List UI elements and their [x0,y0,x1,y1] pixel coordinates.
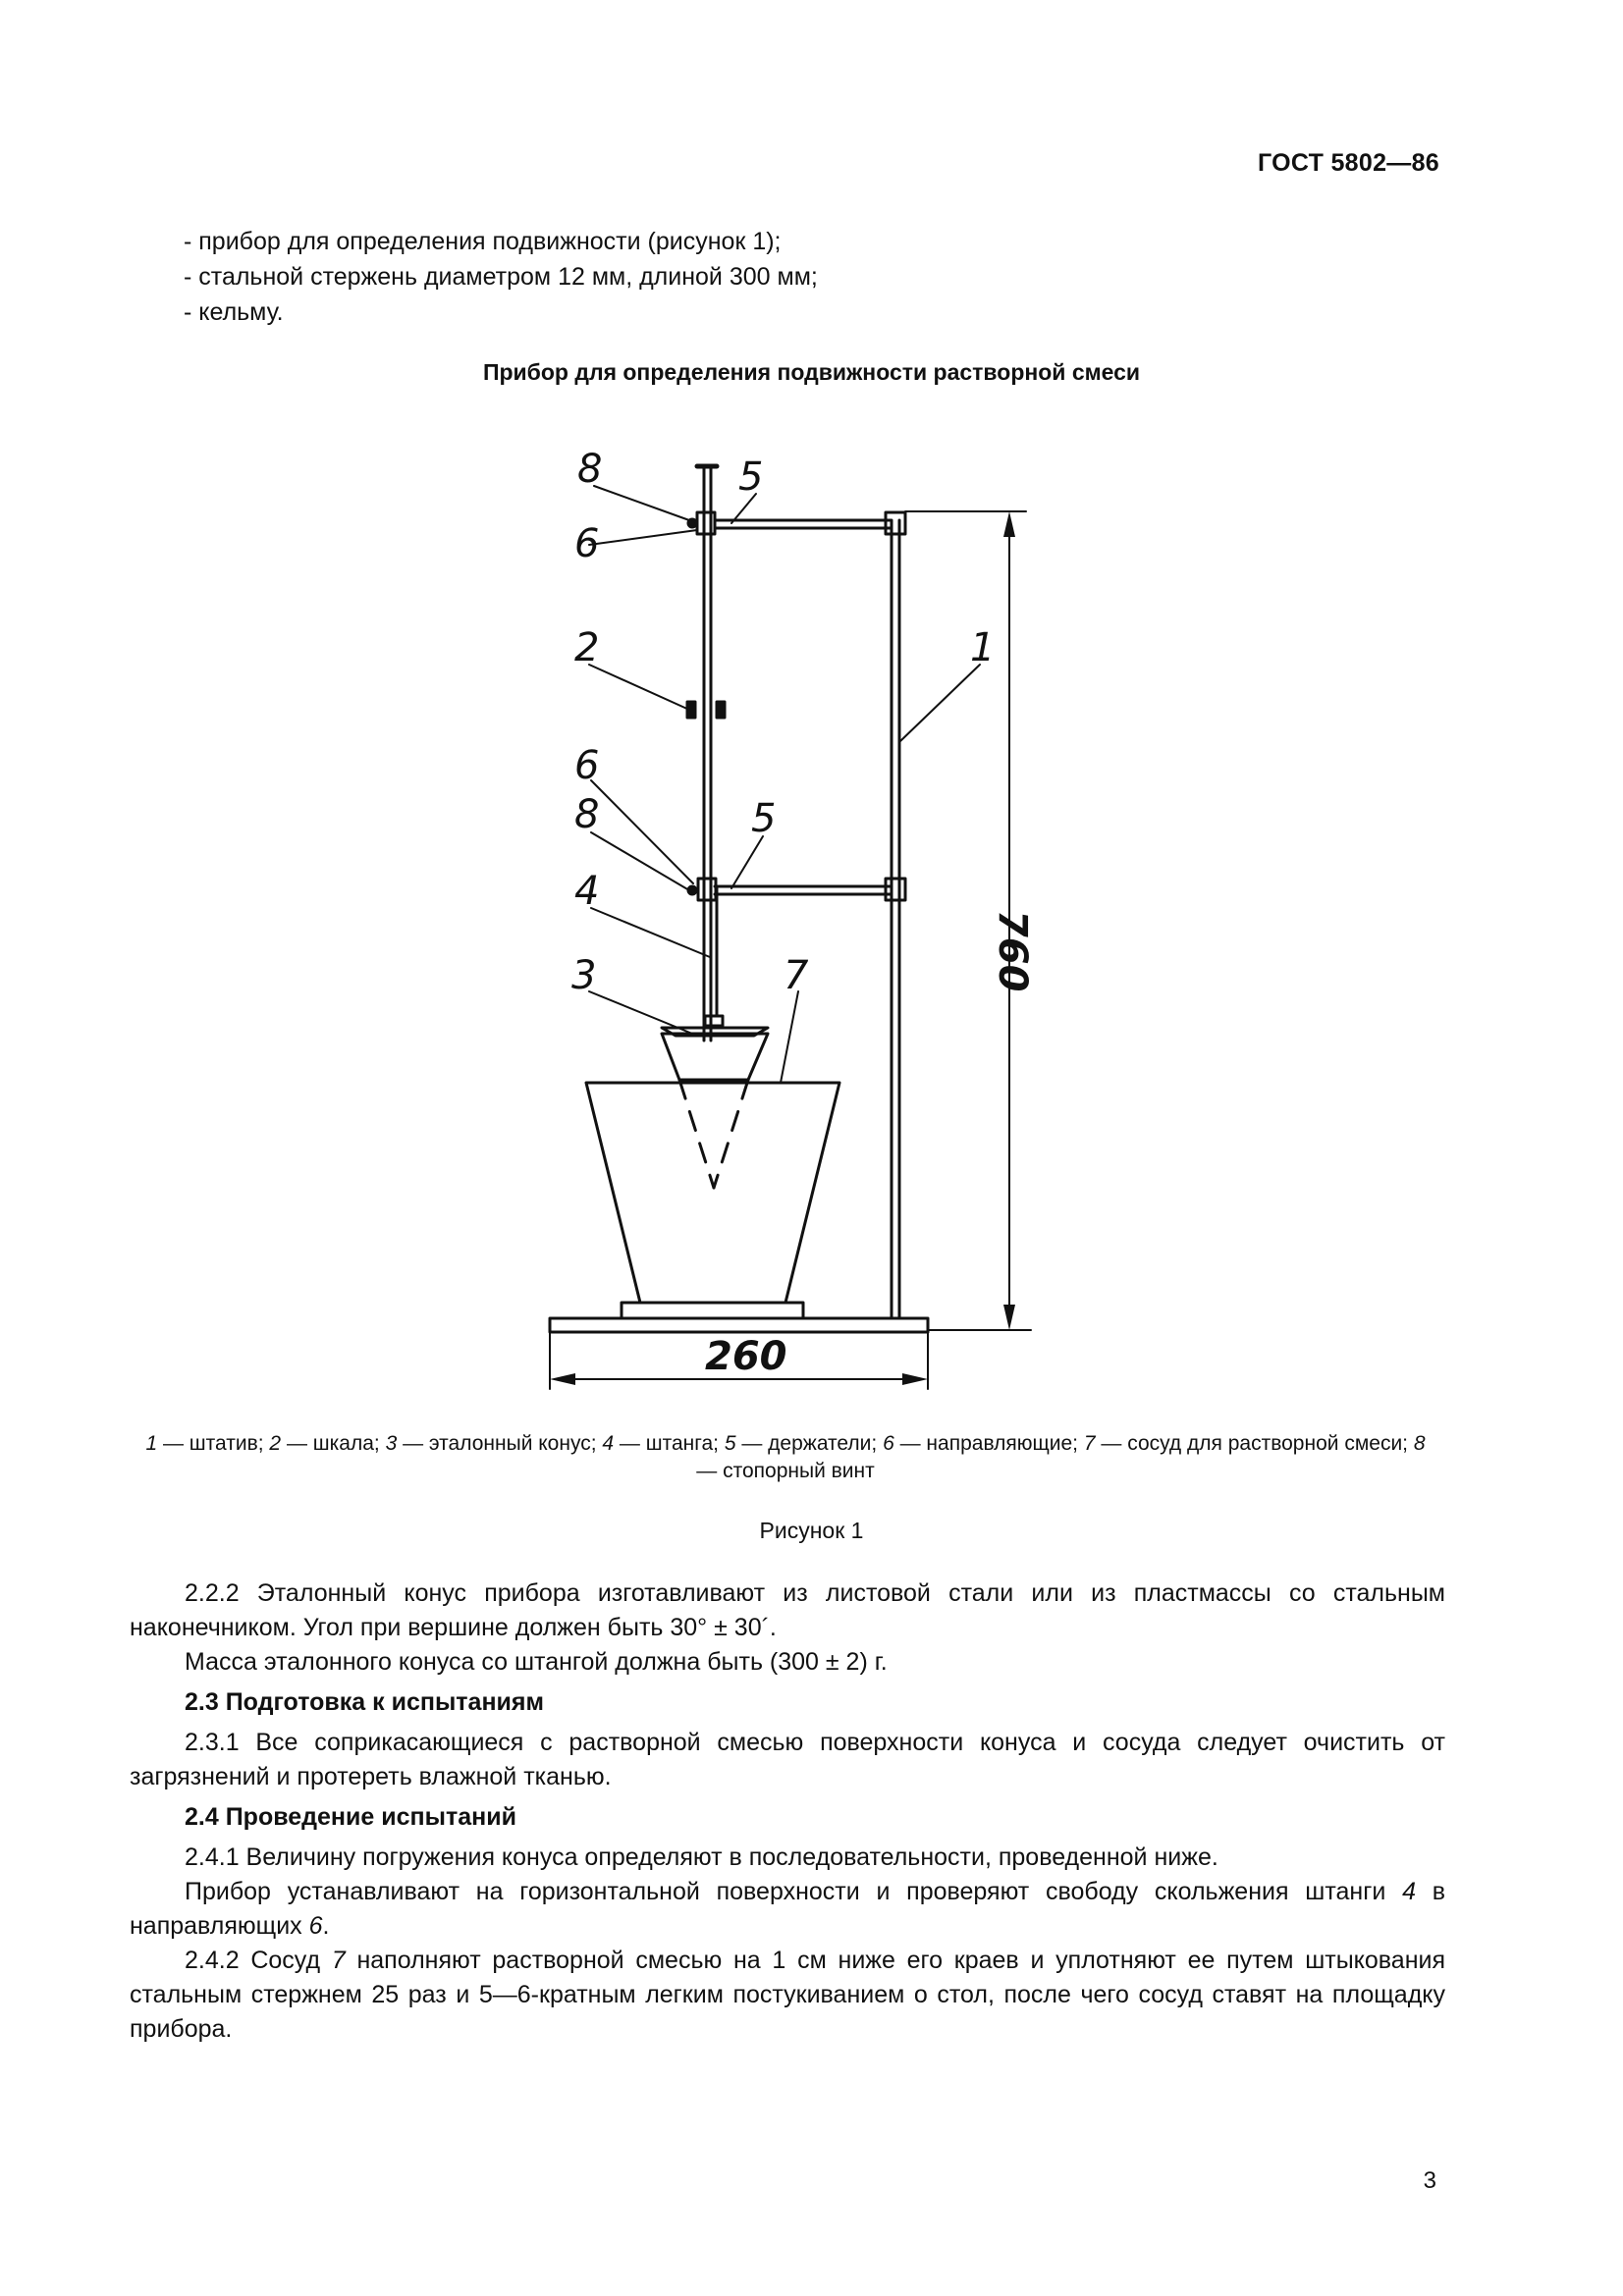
callout-6-bottom: 6 [574,743,600,788]
heading-2-4: 2.4 Проведение испытаний [185,1803,516,1831]
callout-5-top: 5 [738,454,764,500]
list-item: - кельму. [184,298,284,326]
callout-3: 3 [571,953,597,998]
callout-4: 4 [574,869,600,914]
list-item: - стальной стержень диаметром 12 мм, длиной 300 мм; [184,263,818,291]
paragraph-2-3-1: 2.3.1 Все соприкасающиеся с растворной смесью поверхности конуса и сосуда следует очистить от загрязнений и протереть влажной тканью. [130,1729,1445,1790]
heading-2-3: 2.3 Подготовка к испытаниям [185,1688,545,1716]
equipment-list [184,224,818,330]
width-value: 260 [705,1334,787,1379]
apparatus-drawing [520,447,1051,1418]
callout-8-top: 8 [577,447,603,492]
height-value: 760 [990,910,1035,992]
callout-2: 2 [574,625,600,670]
mortar-vessel [586,1083,839,1303]
figure-title: Прибор для определения подвижности растворной смеси [482,359,1141,385]
base-plate [550,1318,928,1332]
callout-7: 7 [784,953,809,998]
paragraph-2-4-1: 2.4.1 Величину погружения конуса определяют в последовательности, проведенной ниже. [185,1843,1218,1871]
document-code: ГОСТ 5802—86 [1258,149,1439,177]
callout-8-bottom: 8 [574,792,600,837]
standard-cone [662,1034,768,1080]
paragraph-2-2-2: 2.2.2 Эталонный конус прибора изготавливают из листовой стали или из пластмассы со стальным наконечником. Угол при вершине должен быть 30° ± 30´. [130,1579,1445,1641]
paragraph-mass: Масса эталонного конуса со штангой должна быть (300 ± 2) г. [185,1648,888,1676]
callout-6-top: 6 [574,521,600,566]
list-item: - прибор для определения подвижности (рисунок 1); [184,228,782,255]
callout-1: 1 [970,625,996,670]
callout-5-bottom: 5 [751,796,777,841]
paragraph-install: Прибор устанавливают на горизонтальной поверхности и проверяют свободу скольжения штанги 4 в направляющих 6. [130,1878,1446,1940]
vessel-platform [622,1303,803,1318]
body-text [130,1576,1445,2047]
paragraph-2-4-2: 2.4.2 Сосуд 7 наполняют растворной смесью на 1 см ниже его краев и уплотняют ее путем штыкования стальным стержнем 25 раз и 5—6-кратным легким постукиванием о стол, после чего сосуд ставят на площадку прибора. [130,1947,1445,2043]
figure-caption: Рисунок 1 [759,1518,864,1543]
page-number: 3 [1423,2167,1436,2194]
figure-legend: 1 — штатив; 2 — шкала; 3 — эталонный конус; 4 — штанга; 5 — держатели; 6 — направляющие; 7 — сосуд для растворной смеси; 8 — стопорный винт [145,1432,1426,1482]
